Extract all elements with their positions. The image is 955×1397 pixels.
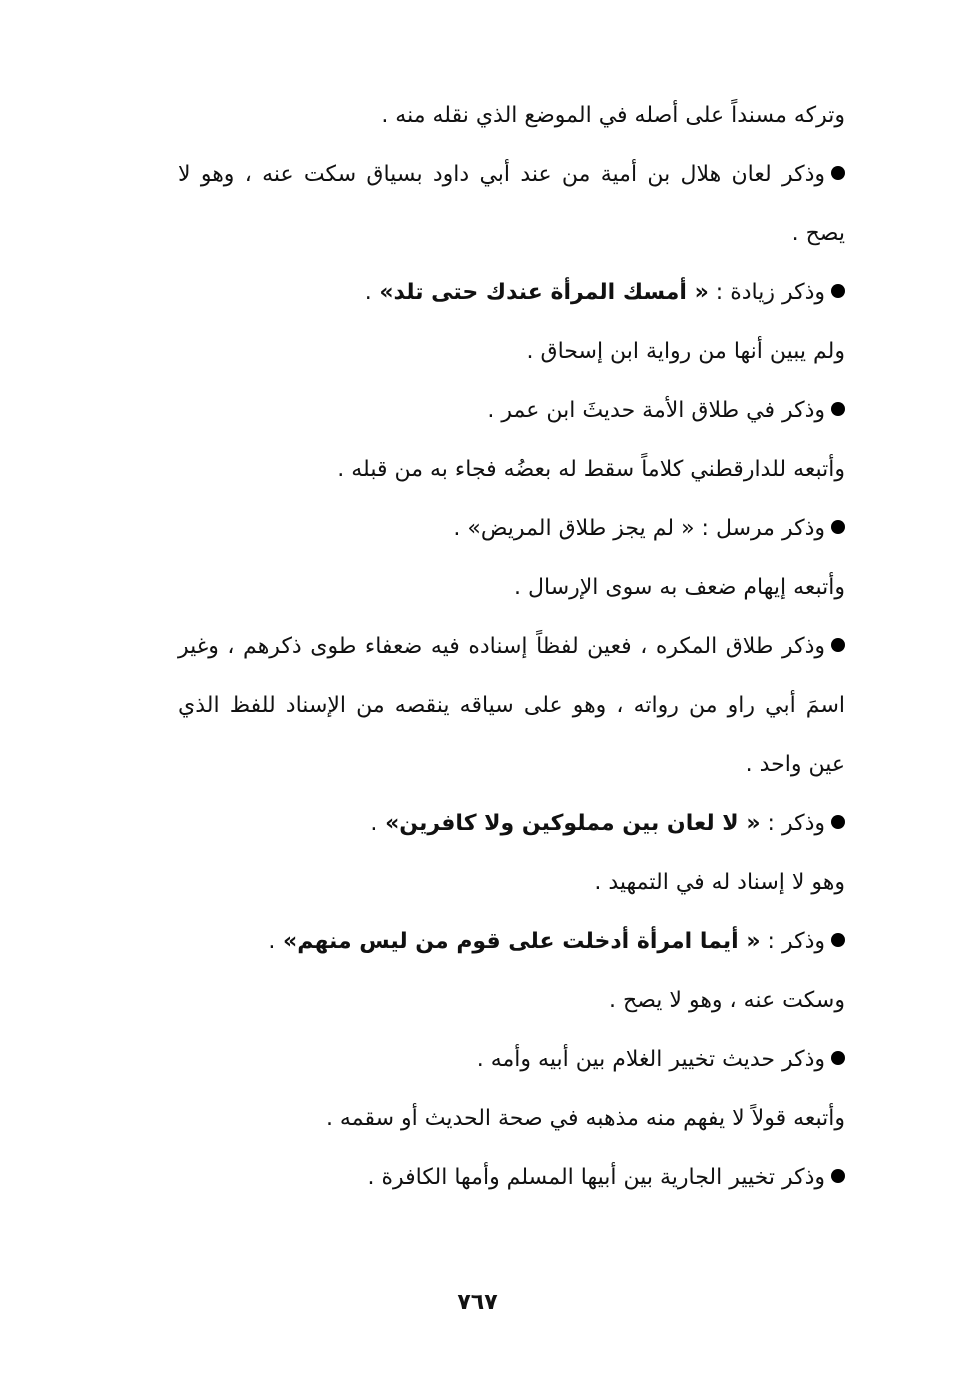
- paragraph-2: [178, 145, 890, 263]
- paragraph-16: [178, 1148, 890, 1207]
- paragraph-text: وذكر لعان هلال بن أمية من عند أبي داود بسياق سكت عنه ، وهو لا يصح .: [178, 162, 845, 246]
- quoted-hadith: « أيما امرأة أدخلت على قوم من ليس منهم»: [275, 929, 761, 954]
- bullet-icon: [831, 166, 845, 180]
- paragraph-5: [178, 381, 890, 440]
- paragraph-9: [178, 617, 890, 794]
- paragraph-text: وأتبعه للدارقطني كلاماً سقط له بعضُه فجاء به من قبله .: [337, 457, 845, 482]
- paragraph-text: وذكر حديث تخيير الغلام بين أبيه وأمه .: [476, 1047, 825, 1072]
- paragraph-12: [178, 912, 890, 971]
- paragraph-text: وأتبعه قولاً لا يفهم منه مذهبه في صحة الحديث أو سقمه .: [325, 1106, 845, 1131]
- paragraph-10: [178, 794, 890, 853]
- paragraph-text: وذكر في طلاق الأمة حديثَ ابن عمر .: [487, 398, 825, 423]
- bullet-icon: [831, 1169, 845, 1183]
- paragraph-text-end: .: [364, 280, 372, 305]
- quoted-hadith: « لا لعان بين مملوكين ولا كافرين»: [377, 811, 761, 836]
- paragraph-text: وسكت عنه ، وهو لا يصح .: [609, 988, 845, 1013]
- bullet-icon: [831, 284, 845, 298]
- paragraph-text: وذكر :: [760, 811, 825, 836]
- paragraph-text: وذكر تخيير الجارية بين أبيها المسلم وأمها الكافرة .: [367, 1165, 825, 1190]
- paragraph-text-end: .: [268, 929, 276, 954]
- paragraph-text: وتركه مسنداً على أصله في الموضع الذي نقله منه .: [381, 103, 845, 128]
- paragraph-7: [178, 499, 890, 558]
- paragraph-text: وأتبعه إيهام ضعف به سوى الإرسال .: [514, 575, 845, 600]
- paragraph-3: [178, 263, 890, 322]
- bullet-icon: [831, 815, 845, 829]
- body-text: [178, 86, 890, 1207]
- paragraph-11: [178, 853, 890, 912]
- paragraph-text: وذكر طلاق المكره ، فعين لفظاً إسناده فيه ضعفاء طوى ذكرهم ، وغير اسمَ أبي راو من رواته ، وهو على سياقه ينقصه من الإسناد للفظ الذي عين واحد .: [178, 634, 845, 777]
- paragraph-8: [178, 558, 890, 617]
- bullet-icon: [831, 933, 845, 947]
- page-number: ٧٦٧: [457, 1290, 498, 1315]
- paragraph-text: وهو لا إسناد له في التمهيد .: [594, 870, 845, 895]
- bullet-icon: [831, 402, 845, 416]
- paragraph-15: [178, 1089, 890, 1148]
- paragraph-13: [178, 971, 890, 1030]
- quoted-hadith: « أمسك المرأة عندك حتى تلد»: [371, 280, 709, 305]
- paragraph-text-end: .: [370, 811, 378, 836]
- paragraph-4: [178, 322, 890, 381]
- paragraph-6: [178, 440, 890, 499]
- paragraph-text: وذكر مرسل : « لم يجز طلاق المريض» .: [453, 516, 825, 541]
- paragraph-text: وذكر زيادة :: [708, 280, 825, 305]
- paragraph-14: [178, 1030, 890, 1089]
- bullet-icon: [831, 638, 845, 652]
- paragraph-1: [178, 86, 890, 145]
- paragraph-text: ولم يبين أنها من رواية ابن إسحاق .: [526, 339, 845, 364]
- bullet-icon: [831, 520, 845, 534]
- bullet-icon: [831, 1051, 845, 1065]
- paragraph-text: وذكر :: [760, 929, 825, 954]
